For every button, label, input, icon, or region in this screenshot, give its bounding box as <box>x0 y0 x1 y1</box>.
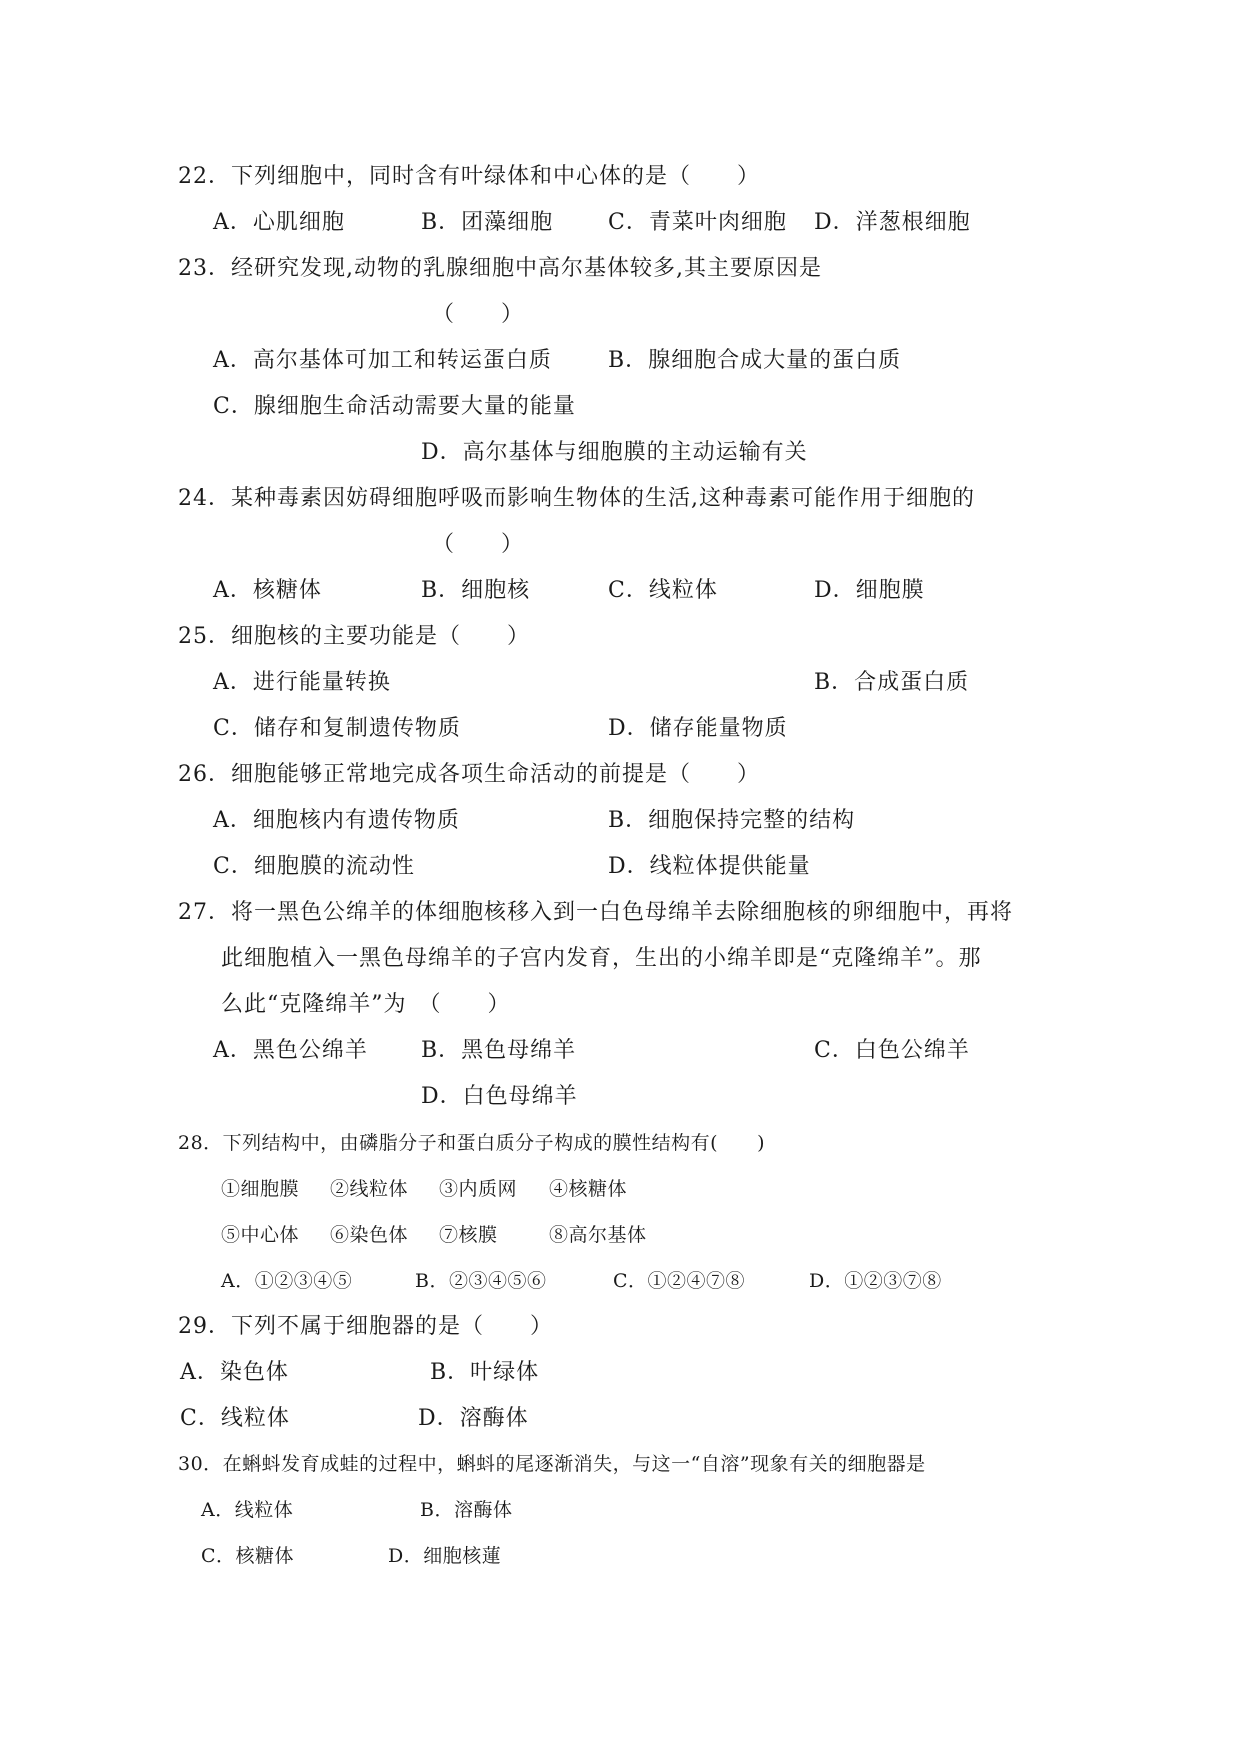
question-29-option-a: A．染色体 <box>180 1360 289 1385</box>
question-23-paren: （ ） <box>432 302 525 327</box>
question-28-item-8: ⑧高尔基体 <box>549 1224 647 1246</box>
question-30-option-b: B．溶酶体 <box>420 1499 513 1521</box>
question-28-option-c: C．①②④⑦⑧ <box>613 1270 746 1292</box>
question-22-option-c: C．青菜叶肉细胞 <box>608 210 787 235</box>
question-24-option-d: D．细胞膜 <box>814 578 925 603</box>
question-28-item-1: ①细胞膜 <box>221 1178 300 1200</box>
question-30-option-d: D．细胞核蓮 <box>388 1545 502 1567</box>
question-22-option-d: D．洋葱根细胞 <box>814 210 971 235</box>
question-29-option-b: B．叶绿体 <box>430 1360 540 1385</box>
question-28-item-6: ⑥染色体 <box>330 1224 409 1246</box>
question-30-option-c: C．核糖体 <box>201 1545 295 1567</box>
question-28-option-b: B．②③④⑤⑥ <box>415 1270 547 1292</box>
question-22-stem: 22．下列细胞中，同时含有叶绿体和中心体的是（ ） <box>178 164 760 189</box>
question-30-option-a: A．线粒体 <box>201 1499 294 1521</box>
question-25-option-c: C．储存和复制遗传物质 <box>213 716 461 741</box>
question-23-option-c: C．腺细胞生命活动需要大量的能量 <box>213 394 576 419</box>
question-24-paren: （ ） <box>432 532 525 557</box>
question-23-option-d: D．高尔基体与细胞膜的主动运输有关 <box>421 440 808 465</box>
question-26-option-d: D．线粒体提供能量 <box>608 854 811 879</box>
question-28-item-3: ③内质网 <box>439 1178 518 1200</box>
question-27-option-d: D．白色母绵羊 <box>421 1084 578 1109</box>
question-25-option-b: B．合成蛋白质 <box>814 670 970 695</box>
question-27-option-a: A．黑色公绵羊 <box>213 1038 368 1063</box>
question-25-stem: 25．细胞核的主要功能是（ ） <box>178 624 530 649</box>
question-27-stem-line-1: 27．将一黑色公绵羊的体细胞核移入到一白色母绵羊去除细胞核的卵细胞中，再将 <box>178 900 1013 925</box>
question-25-option-a: A．进行能量转换 <box>213 670 391 695</box>
question-26-option-a: A．细胞核内有遗传物质 <box>213 808 460 833</box>
question-27-option-b: B．黑色母绵羊 <box>421 1038 577 1063</box>
question-27-stem-line-3: 么此“克隆绵羊”为 （ ） <box>221 992 511 1017</box>
question-22-option-b: B．团藻细胞 <box>421 210 554 235</box>
question-24-option-c: C．线粒体 <box>608 578 718 603</box>
question-28-stem: 28．下列结构中，由磷脂分子和蛋白质分子构成的膜性结构有( ) <box>178 1132 766 1154</box>
question-28-item-2: ②线粒体 <box>330 1178 409 1200</box>
question-27-option-c: C．白色公绵羊 <box>814 1038 970 1063</box>
question-24-stem: 24．某种毒素因妨碍细胞呼吸而影响生物体的生活,这种毒素可能作用于细胞的 <box>178 486 975 511</box>
question-28-option-d: D．①②③⑦⑧ <box>809 1270 942 1292</box>
question-24-option-b: B．细胞核 <box>421 578 531 603</box>
question-28-item-5: ⑤中心体 <box>221 1224 300 1246</box>
question-25-option-d: D．储存能量物质 <box>608 716 788 741</box>
question-28-item-7: ⑦核膜 <box>439 1224 498 1246</box>
question-23-option-b: B．腺细胞合成大量的蛋白质 <box>608 348 902 373</box>
question-22-option-a: A．心肌细胞 <box>213 210 345 235</box>
question-29-option-d: D．溶酶体 <box>418 1406 529 1431</box>
question-26-option-c: C．细胞膜的流动性 <box>213 854 415 879</box>
question-28-item-4: ④核糖体 <box>549 1178 628 1200</box>
question-24-option-a: A．核糖体 <box>213 578 322 603</box>
question-29-option-c: C．线粒体 <box>180 1406 290 1431</box>
question-30-stem: 30．在蝌蚪发育成蛙的过程中，蝌蚪的尾逐渐消失，与这一“自溶”现象有关的细胞器是 <box>178 1453 926 1475</box>
question-23-option-a: A．高尔基体可加工和转运蛋白质 <box>213 348 552 373</box>
question-27-stem-line-2: 此细胞植入一黑色母绵羊的子宫内发育，生出的小绵羊即是“克隆绵羊”。那 <box>221 946 982 971</box>
question-28-option-a: A．①②③④⑤ <box>221 1270 353 1292</box>
question-26-option-b: B．细胞保持完整的结构 <box>608 808 856 833</box>
question-29-stem: 29．下列不属于细胞器的是（ ） <box>178 1314 553 1339</box>
question-26-stem: 26．细胞能够正常地完成各项生命活动的前提是（ ） <box>178 762 760 787</box>
question-23-stem: 23．经研究发现,动物的乳腺细胞中高尔基体较多,其主要原因是 <box>178 256 822 281</box>
